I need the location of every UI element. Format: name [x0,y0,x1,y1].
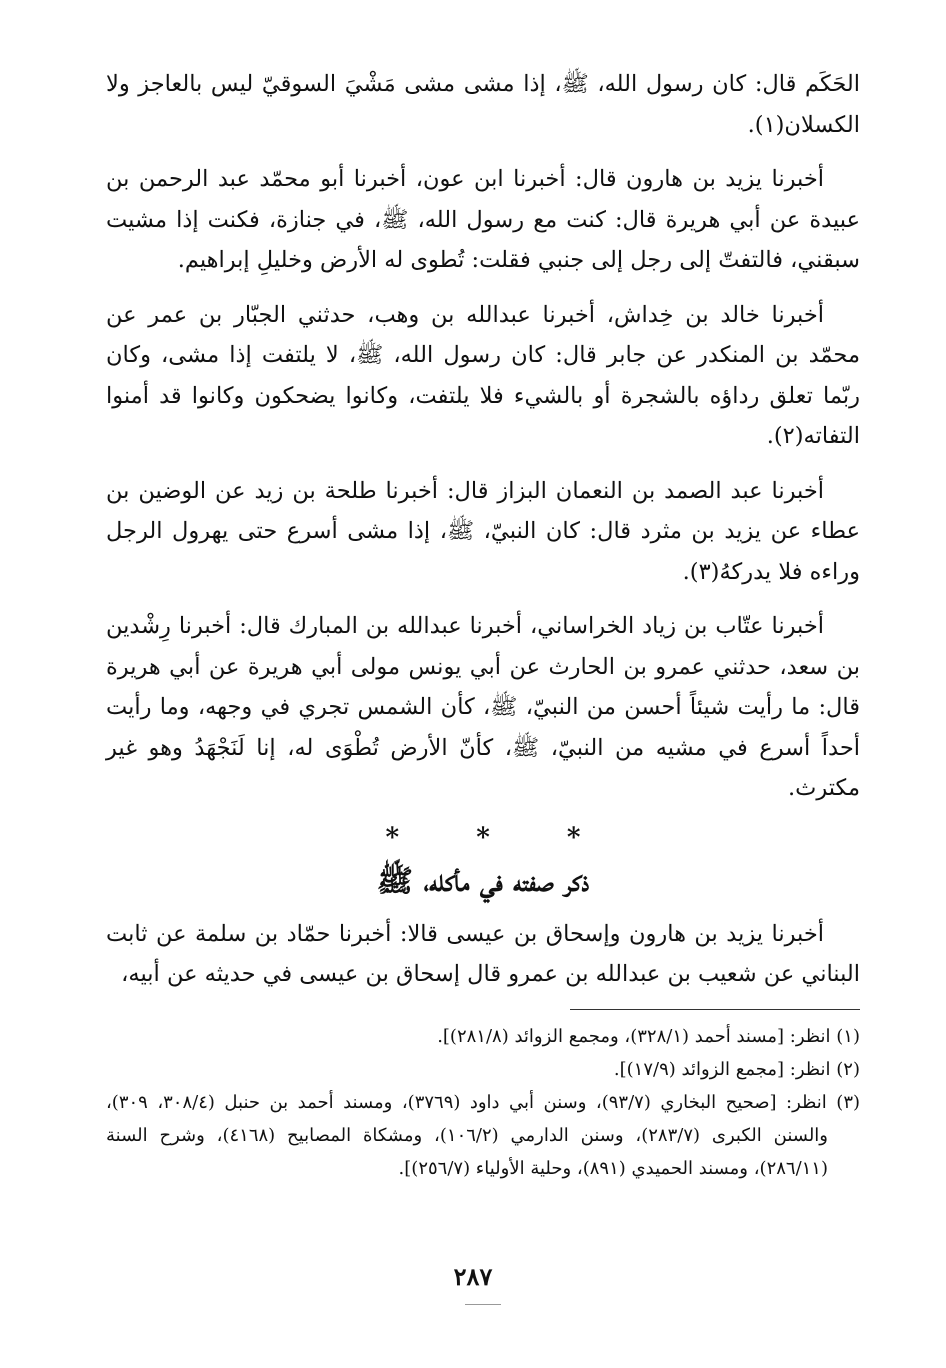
paragraph-1: الحَكَم قال: كان رسول الله، ﷺ، إذا مشى مشى مَشْيَ السوقيّ ليس بالعاجز ولا الكسلان(١). [106,71,860,138]
paragraph-4: أخبرنا عبد الصمد بن النعمان البزاز قال: أخبرنا طلحة بن زيد عن الوضين بن عطاء عن يزيد بن مثرد قال: كان النبيّ، ﷺ، إذا مشى أسرع حتى يهرول الرجل وراءه فلا يدركهُ(٣). [106,477,860,585]
footnotes [106,1020,860,1185]
footnote-divider [570,1009,860,1010]
paragraph-2: أخبرنا يزيد بن هارون قال: أخبرنا ابن عون، أخبرنا أبو محمّد عبد الرحمن بن عبيدة عن أبي هريرة قال: كنت مع رسول الله، ﷺ، في جنازة، فكنت إذا مشيت سبقني، فالتفتّ إلى رجل إلى جنبي فقلت: تُطوى له الأرض وخليلِ إبراهيم. [106,166,860,273]
page-number: ٢٨٧ [453,1262,493,1291]
separator-star: * [476,822,490,853]
separator-star: * [385,822,400,853]
section-separator [106,823,860,853]
paragraph-3: أخبرنا خالد بن خِداش، أخبرنا عبدالله بن وهب، حدثني الجبّار بن عمر عن محمّد بن المنكدر عن جابر قال: كان رسول الله، ﷺ، لا يلتفت إذا مشى، وكان ربّما تعلق رداؤه بالشجرة أو بالشيء فلا يلتفت، وكانوا يضحكون وكانوا قد أمنوا التفاته(٢). [106,301,860,449]
separator-star: * [566,822,581,853]
paragraph-after-heading: أخبرنا يزيد بن هارون وإسحاق بن عيسى قالا: أخبرنا حمّاد بن سلمة عن ثابت البناني عن شعيب بن عبدالله بن عمرو قال إسحاق بن عيسى في حديثه عن أبيه، [106,920,860,987]
page-bottom-mark [465,1304,501,1305]
footnote-3: (٣) انظر: [صحيح البخاري (٩٣/٧)، وسنن أبي داود (٣٧٦٩)، ومسند أحمد بن حنبل (٣٠٨/٤، ٣٠٩)، والسنن الكبرى (٢٨٣/٧)، وسنن الدارمي (١٠٦/٢)، ومشكاة المصابيح (٤١٦٨)، وشرح السنة (٢٨٦/١١)، ومسند الحميدي (٨٩١)، وحلية الأولياء (٢٥٦/٧)]. [106,1091,861,1179]
paragraph-5: أخبرنا عتّاب بن زياد الخراساني، أخبرنا عبدالله بن المبارك قال: أخبرنا رِشْدين بن سعد، حدثني عمرو بن الحارث عن أبي يونس مولى أبي هريرة عن أبي هريرة قال: ما رأيت شيئاً أحسن من النبيّ، ﷺ، كأن الشمس تجري في وجهه، وما رأيت أحداً أسرع في مشيه من النبيّ، ﷺ، كأنّ الأرض تُطْوَى له، إنا لَنَجْهَدُ وهو غير مكترث. [106,613,860,801]
footnote-1: (١) انظر: [مسند أحمد (٣٢٨/١)، ومجمع الزوائد (٢٨١/٨)]. [437,1025,860,1047]
footnote-2: (٢) انظر: [مجمع الزوائد (١٧/٩)]. [613,1058,860,1080]
section-heading: ذكر صفته في مأكله، ﷺ [376,863,590,899]
